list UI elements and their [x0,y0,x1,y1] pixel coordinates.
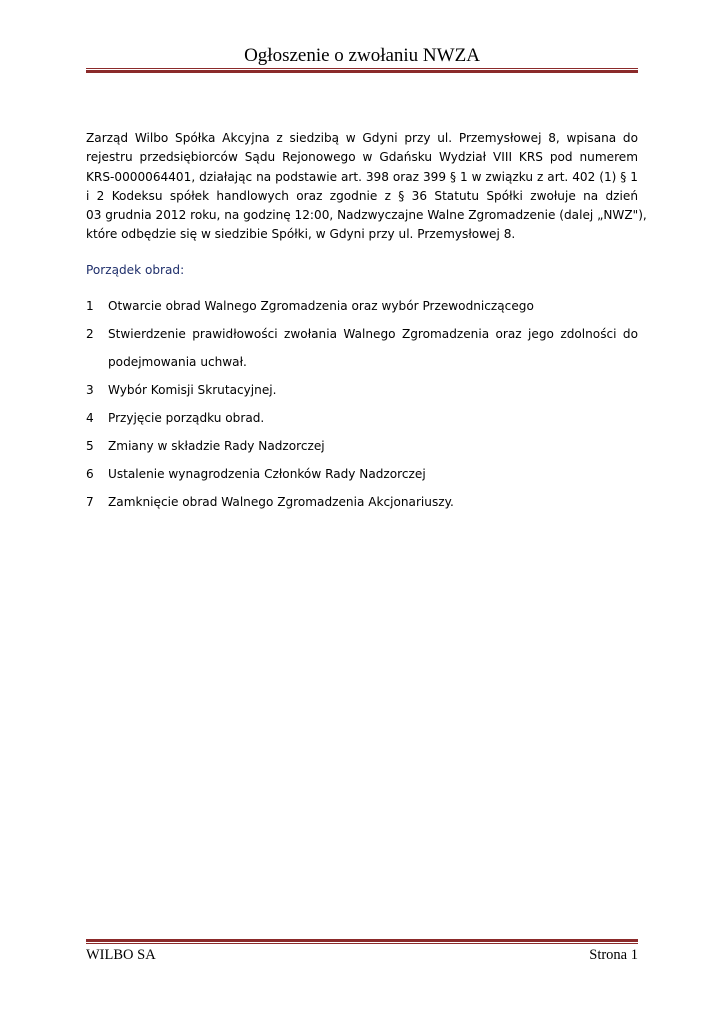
agenda-item-line: Stwierdzenie prawidłowości zwołania Walnego Zgromadzenia oraz jego zdolności do [108,327,638,341]
intro-line: i 2 Kodeksu spółek handlowych oraz zgodnie z § 36 Statutu Spółki zwołuje na dzień [86,188,638,203]
page-title: Ogłoszenie o zwołaniu NWZA [244,45,480,66]
agenda-item-text [108,465,638,483]
agenda-item-line: Przyjęcie porządku obrad. [108,411,265,425]
agenda-item-line: podejmowania uchwał. [108,355,247,369]
agenda-item-line: Zmiany w składzie Rady Nadzorczej [108,439,325,453]
agenda-item-number: 1 [86,299,94,313]
agenda-item-number: 7 [86,495,94,509]
agenda-item-text [108,381,638,399]
intro-line: które odbędzie się w siedzibie Spółki, w Gdyni przy ul. Przemysłowej 8. [86,227,516,242]
agenda-item-line: Otwarcie obrad Walnego Zgromadzenia oraz wybór Przewodniczącego [108,299,534,313]
agenda-item-number: 3 [86,383,94,397]
agenda-item-text [108,409,638,427]
footer-rule-thin [86,943,638,944]
header-rule-thick [86,70,638,73]
intro-paragraph [86,129,647,245]
intro-line: Zarząd Wilbo Spółka Akcyjna z siedzibą w Gdyni przy ul. Przemysłowej 8, wpisana do [86,131,638,145]
intro-line: KRS-0000064401, działając na podstawie art. 398 oraz 399 § 1 w związku z art. 402 (1) § 1 [86,169,638,184]
header-rule-thin [86,68,638,69]
agenda-item-number: 5 [86,439,94,453]
agenda-item-number: 2 [86,327,94,341]
footer-page-number: Strona 1 [589,947,638,963]
intro-line: 03 grudnia 2012 roku, na godzinę 12:00, Nadzwyczajne Walne Zgromadzenie (dalej „NWZ"), [86,208,647,223]
agenda-item-text [108,325,638,371]
footer-rule-thick [86,939,638,942]
footer-company: WILBO SA [86,947,156,963]
agenda-item-line: Ustalenie wynagrodzenia Członków Rady Nadzorczej [108,467,426,481]
agenda-item-number: 6 [86,467,94,481]
agenda-item-line: Zamknięcie obrad Walnego Zgromadzenia Akcjonariuszy. [108,495,454,509]
agenda-item-text [108,437,638,455]
intro-line: rejestru przedsiębiorców Sądu Rejonowego w Gdańsku Wydział VIII KRS pod numerem [86,150,638,165]
agenda-heading: Porządek obrad: [86,263,185,277]
agenda-item-line: Wybór Komisji Skrutacyjnej. [108,383,277,397]
agenda-item-text [108,297,638,315]
agenda-item-text [108,493,638,511]
agenda-item-number: 4 [86,411,94,425]
